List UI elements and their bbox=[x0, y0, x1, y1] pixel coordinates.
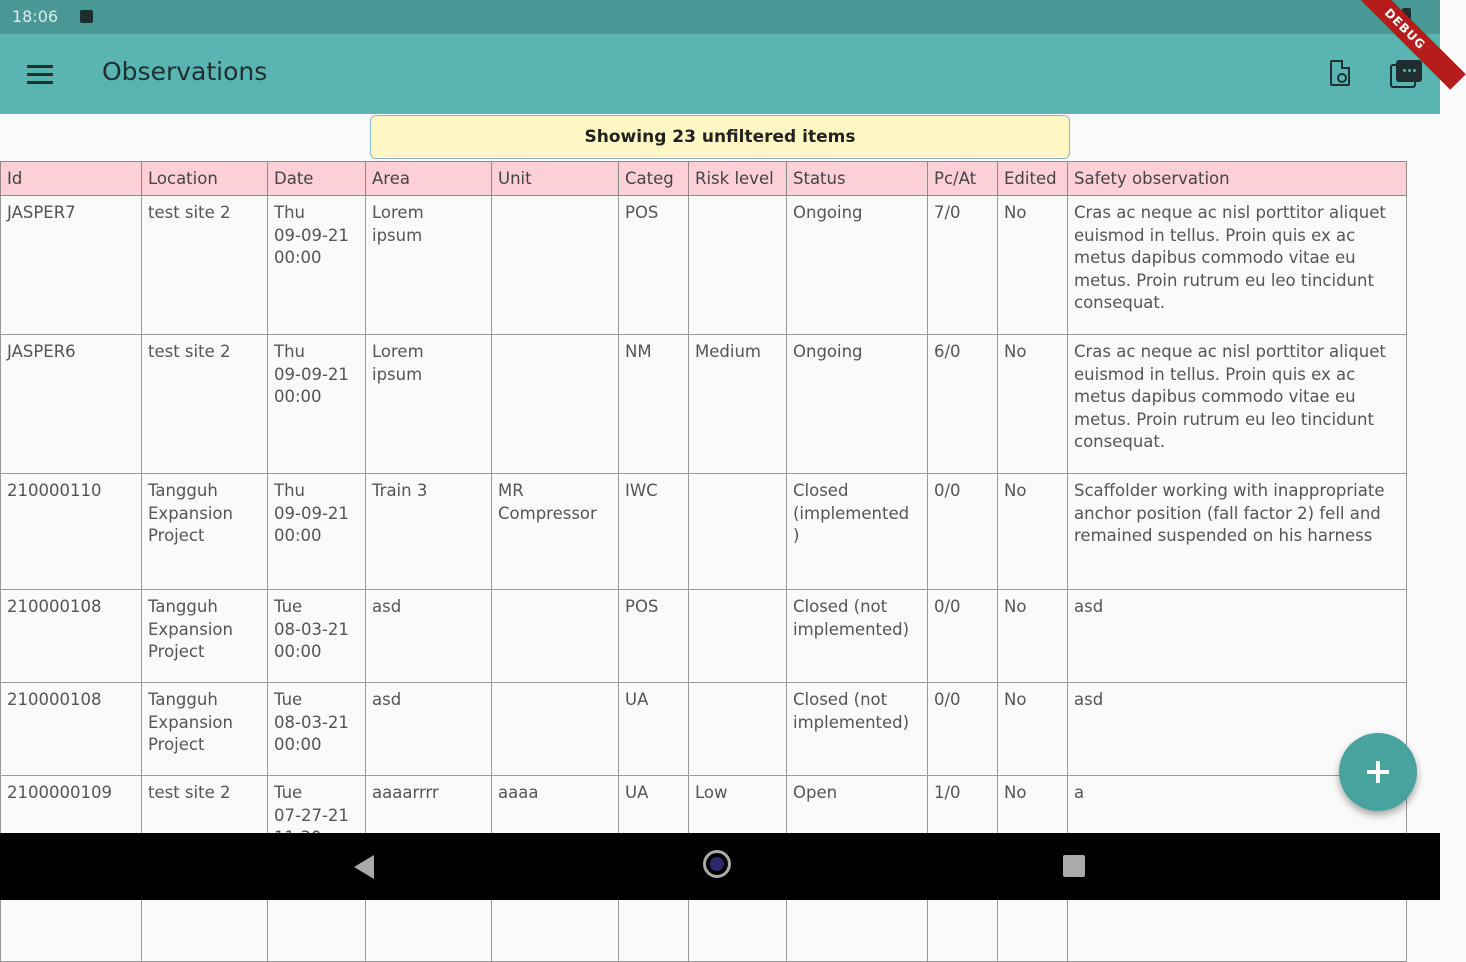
column-header-category[interactable]: Categ bbox=[619, 162, 689, 196]
cell-category: POS bbox=[619, 196, 689, 335]
cell-unit: MR Compressor bbox=[492, 474, 619, 590]
table-row[interactable] bbox=[1, 196, 1407, 335]
app-bar bbox=[0, 34, 1440, 114]
navigation-bar bbox=[0, 833, 1440, 900]
cell-safety-observation: a bbox=[1068, 776, 1407, 869]
cell-pc-at: 0/0 bbox=[928, 474, 998, 590]
cell-location: Tangguh Expansion Project bbox=[142, 590, 268, 683]
cell-risk-level: Low bbox=[689, 776, 787, 869]
cell-id: 2100000109 bbox=[1, 776, 142, 869]
column-header-status[interactable]: Status bbox=[787, 162, 928, 196]
status-time: 18:06 bbox=[12, 7, 59, 26]
cell-safety-observation: Cras ac neque ac nisl porttitor aliquet euismod in tellus. Proin quis ex ac metus dapibus commodo vitae eu metus. Proin rutrum eu leo tincidunt consequat. bbox=[1068, 335, 1407, 474]
cell-area: Lorem ipsum bbox=[366, 196, 492, 335]
notification-icon bbox=[80, 10, 93, 23]
cell-unit bbox=[492, 683, 619, 776]
cell-pc-at: 0/0 bbox=[928, 683, 998, 776]
cell-status: Ongoing bbox=[787, 196, 928, 335]
cell-unit: aaaa bbox=[492, 776, 619, 869]
home-icon[interactable] bbox=[703, 850, 731, 878]
cell-edited: No bbox=[998, 590, 1068, 683]
cell-safety-observation: Scaffolder working with inappropriate anchor position (fall factor 2) fell and remained suspended on his harness bbox=[1068, 474, 1407, 590]
cell-date: Tue 07-27-21 bbox=[268, 776, 366, 869]
cell-unit bbox=[492, 196, 619, 335]
cell-id: JASPER7 bbox=[1, 196, 142, 335]
cell-area: asd bbox=[366, 590, 492, 683]
cell-pc-at: 7/0 bbox=[928, 196, 998, 335]
cell-location: Tangguh Expansion Project bbox=[142, 683, 268, 776]
cell-safety-observation: Cras ac neque ac nisl porttitor aliquet euismod in tellus. Proin quis ex ac metus dapibus commodo vitae eu metus. Proin rutrum eu leo tincidunt consequat. bbox=[1068, 196, 1407, 335]
cell-risk-level bbox=[689, 683, 787, 776]
cell-location: test site 2 bbox=[142, 196, 268, 335]
back-icon[interactable] bbox=[354, 855, 374, 879]
table-row[interactable] bbox=[1, 590, 1407, 683]
cell-risk-level: Medium bbox=[689, 335, 787, 474]
page-title: Observations bbox=[102, 57, 268, 86]
cell-category: IWC bbox=[619, 474, 689, 590]
cell-unit bbox=[492, 590, 619, 683]
cell-area: aaaarrrr bbox=[366, 776, 492, 869]
cell-edited: No bbox=[998, 683, 1068, 776]
cell-edited: No bbox=[998, 196, 1068, 335]
cell-risk-level bbox=[689, 590, 787, 683]
cell-category: UA bbox=[619, 776, 689, 869]
column-header-date[interactable]: Date bbox=[268, 162, 366, 196]
cell-id: JASPER6 bbox=[1, 335, 142, 474]
status-bar bbox=[0, 0, 1440, 34]
cell-safety-observation: asd bbox=[1068, 590, 1407, 683]
cell-status: Closed (implemented ) bbox=[787, 474, 928, 590]
cell-date: Tue 08-03-21 00:00 bbox=[268, 683, 366, 776]
cell-date: Thu 09-09-21 00:00 bbox=[268, 335, 366, 474]
cell-pc-at: 6/0 bbox=[928, 335, 998, 474]
cell-category: NM bbox=[619, 335, 689, 474]
column-header-unit[interactable]: Unit bbox=[492, 162, 619, 196]
cell-edited: No bbox=[998, 776, 1068, 869]
cell-category: POS bbox=[619, 590, 689, 683]
cell-location: Tangguh Expansion Project bbox=[142, 474, 268, 590]
cell-edited: No bbox=[998, 474, 1068, 590]
cell-area: asd bbox=[366, 683, 492, 776]
cell-risk-level bbox=[689, 196, 787, 335]
table-header-row bbox=[1, 162, 1407, 196]
cell-location: test site 2 bbox=[142, 776, 268, 869]
debug-ribbon bbox=[1350, 0, 1440, 90]
cell-location: test site 2 bbox=[142, 335, 268, 474]
cell-pc-at: 1/0 bbox=[928, 776, 998, 869]
table-row[interactable] bbox=[1, 335, 1407, 474]
cell-area: Lorem ipsum bbox=[366, 335, 492, 474]
cell-date: Thu 09-09-21 00:00 bbox=[268, 474, 366, 590]
cell-status: Ongoing bbox=[787, 335, 928, 474]
cell-edited: No bbox=[998, 335, 1068, 474]
add-icon[interactable] bbox=[1339, 733, 1417, 811]
column-header-area[interactable]: Area bbox=[366, 162, 492, 196]
cell-unit bbox=[492, 335, 619, 474]
cell-status: Closed (not implemented) bbox=[787, 683, 928, 776]
cell-status: Closed (not implemented) bbox=[787, 590, 928, 683]
cell-id: 210000110 bbox=[1, 474, 142, 590]
cell-id: 210000108 bbox=[1, 683, 142, 776]
cell-date: Thu 09-09-21 00:00 bbox=[268, 196, 366, 335]
column-header-id[interactable]: Id bbox=[1, 162, 142, 196]
recent-apps-icon[interactable] bbox=[1063, 855, 1085, 877]
cell-safety-observation: asd bbox=[1068, 683, 1407, 776]
filter-banner[interactable]: Showing 23 unfiltered items bbox=[370, 115, 1070, 159]
cell-pc-at: 0/0 bbox=[928, 590, 998, 683]
cell-date: Tue 08-03-21 00:00 bbox=[268, 590, 366, 683]
observations-table bbox=[0, 161, 1408, 833]
table-row[interactable] bbox=[1, 683, 1407, 776]
debug-ribbon-label: DEBUG bbox=[1344, 0, 1466, 90]
cell-area: Train 3 bbox=[366, 474, 492, 590]
cell-category: UA bbox=[619, 683, 689, 776]
column-header-location[interactable]: Location bbox=[142, 162, 268, 196]
cell-id: 210000108 bbox=[1, 590, 142, 683]
column-header-edited[interactable]: Edited bbox=[998, 162, 1068, 196]
menu-icon[interactable] bbox=[22, 56, 58, 92]
column-header-risk-level[interactable]: Risk level bbox=[689, 162, 787, 196]
table-row[interactable] bbox=[1, 474, 1407, 590]
column-header-pc-at[interactable]: Pc/At bbox=[928, 162, 998, 196]
cell-status: Open bbox=[787, 776, 928, 869]
column-header-safety-observation[interactable]: Safety observation bbox=[1068, 162, 1407, 196]
cell-risk-level bbox=[689, 474, 787, 590]
